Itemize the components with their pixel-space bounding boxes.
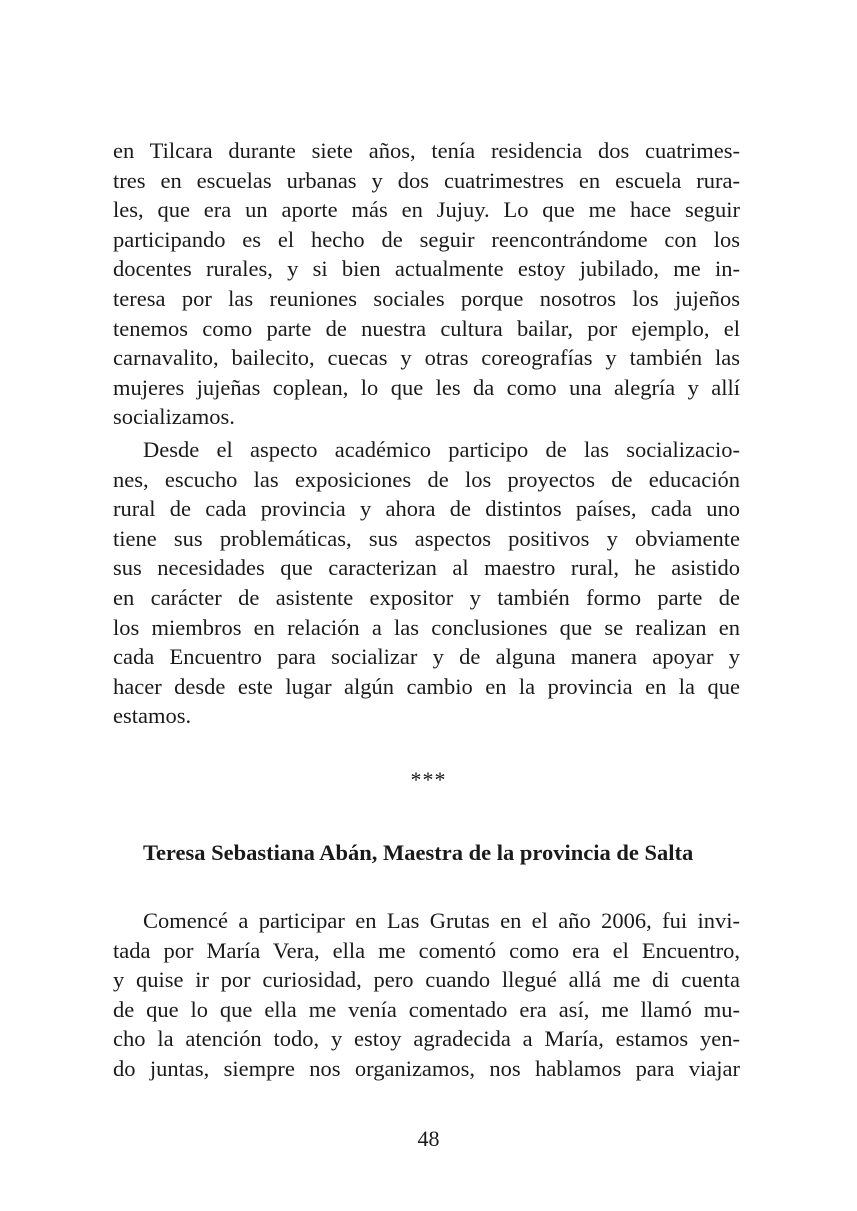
paragraph-1-line: mujeres jujeñas coplean, lo que les da como una alegría y allí	[113, 374, 740, 400]
paragraph-1-line: en Tilcara durante siete años, tenía residencia dos cuatrimes-	[113, 138, 740, 163]
section-heading: Teresa Sebastiana Abán, Maestra de la provincia de Salta	[143, 840, 694, 865]
paragraph-3-line: de que lo que ella me venía comentado era así, me llamó mu-	[113, 996, 740, 1022]
paragraph-1-line: tres en escuelas urbanas y dos cuatrimestres en escuela rura-	[113, 167, 740, 193]
paragraph-3-line: Comencé a participar en Las Grutas en el año 2006, fui invi-	[143, 908, 740, 933]
paragraph-2-line: sus necesidades que caracterizan al maestro rural, he asistido	[113, 555, 740, 581]
paragraph-2-line: estamos.	[113, 703, 192, 729]
paragraph-2	[113, 435, 740, 731]
paragraph-2-line: nes, escucho las exposiciones de los proyectos de educación	[113, 466, 740, 492]
paragraph-3-line: y quise ir por curiosidad, pero cuando llegué allá me di cuenta	[113, 967, 740, 993]
paragraph-1-line: participando es el hecho de seguir reencontrándome con los	[113, 226, 740, 252]
paragraph-3	[113, 906, 740, 1084]
paragraph-2-line: Desde el aspecto académico participo de las socializacio-	[143, 437, 740, 462]
paragraph-2-line: en carácter de asistente expositor y también formo parte de	[113, 584, 740, 610]
paragraph-3-line: tada por María Vera, ella me comentó como era el Encuentro,	[113, 937, 740, 963]
paragraph-2-line: cada Encuentro para socializar y de alguna manera apoyar y	[113, 644, 740, 670]
paragraph-3-line: cho la atención todo, y estoy agradecida a María, estamos yen-	[113, 1026, 740, 1052]
paragraph-2-line: rural de cada provincia y ahora de distintos países, cada uno	[113, 496, 740, 522]
page-number: 48	[417, 1126, 440, 1151]
paragraph-1	[113, 136, 740, 432]
paragraph-3-line: do juntas, siempre nos organizamos, nos hablamos para viajar	[113, 1055, 740, 1081]
section-separator: ***	[410, 767, 447, 792]
paragraph-1-line: teresa por las reuniones sociales porque nosotros los jujeños	[113, 285, 740, 311]
paragraph-2-line: hacer desde este lugar algún cambio en la provincia en la que	[113, 673, 740, 699]
paragraph-1-line: les, que era un aporte más en Jujuy. Lo que me hace seguir	[113, 197, 740, 223]
paragraph-1-line: socializamos.	[113, 404, 235, 430]
paragraph-2-line: tiene sus problemáticas, sus aspectos positivos y obviamente	[113, 525, 740, 551]
paragraph-1-line: tenemos como parte de nuestra cultura bailar, por ejemplo, el	[113, 315, 740, 341]
paragraph-1-line: carnavalito, bailecito, cuecas y otras coreografías y también las	[113, 345, 740, 371]
paragraph-2-line: los miembros en relación a las conclusiones que se realizan en	[113, 614, 740, 640]
paragraph-1-line: docentes rurales, y si bien actualmente estoy jubilado, me in-	[113, 256, 740, 282]
